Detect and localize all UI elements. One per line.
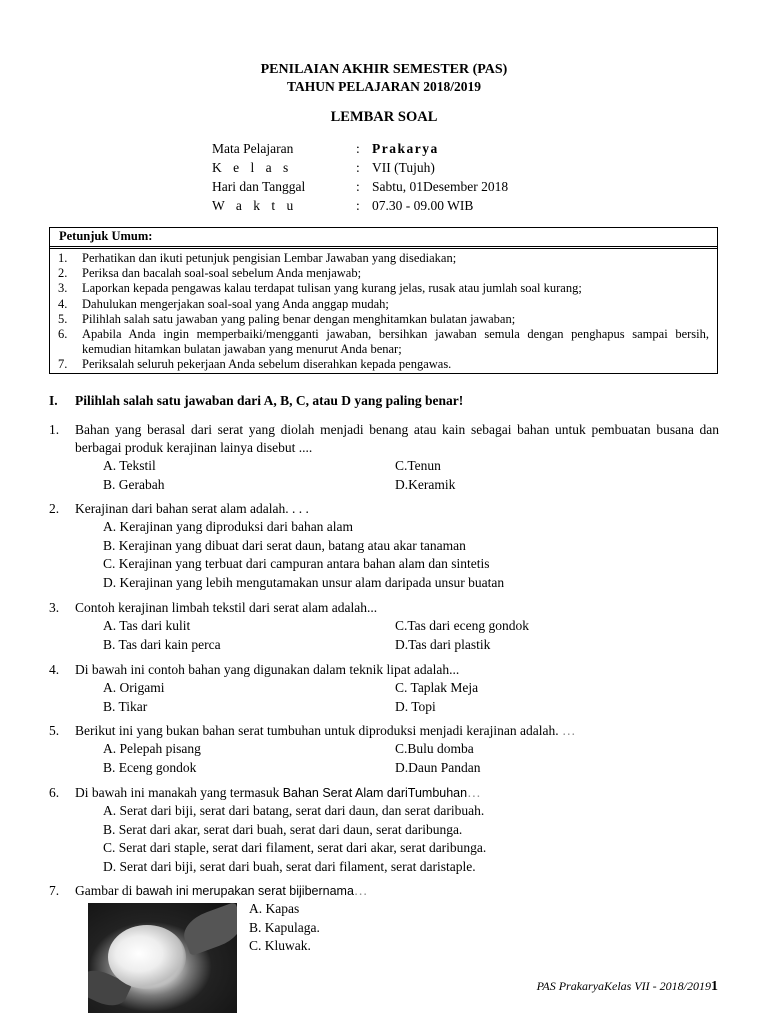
answer-option: C. Kluwak.	[249, 938, 311, 953]
question-number: 7.	[49, 883, 60, 898]
answer-option: D. Serat dari biji, serat dari buah, serat dari filament, serat daristaple.	[103, 858, 476, 874]
instructions-title: Petunjuk Umum:	[50, 228, 717, 249]
answer-options	[103, 740, 719, 777]
answer-option: A. Serat dari biji, serat dari batang, serat dari daun, dan serat daribuah.	[103, 803, 485, 818]
question-text-main: Berikut ini yang bukan bahan serat tumbuhan untuk diproduksi menjadi kerajinan adalah.	[75, 723, 559, 738]
answer-options	[103, 802, 719, 876]
question-text-main: Gambar di	[75, 883, 133, 898]
answer-options	[249, 900, 320, 956]
question-3	[49, 599, 719, 654]
photo-cotton-boll	[108, 925, 186, 989]
meta-value: 07.30 - 09.00 WIB	[372, 198, 474, 213]
meta-value: Prakarya	[372, 141, 439, 156]
answer-options	[103, 679, 719, 716]
question-text-sans: Bahan Serat Alam dariTumbuhan	[282, 786, 468, 800]
meta-key: Hari dan Tanggal	[212, 179, 306, 194]
meta-row-class	[212, 159, 508, 178]
answer-option: C. Kerajinan yang terbuat dari campuran antara bahan alam dan sintetis	[103, 556, 490, 571]
instruction-text: Apabila Anda ingin memperbaiki/mengganti jawaban, bersihkan jawaban semula dengan penghapus sampai bersih, kemudian hitamkan bulatan jawaban yang menurut Anda benar;	[82, 327, 709, 357]
instruction-item	[58, 312, 709, 327]
question-text	[75, 882, 719, 900]
answer-option: D.Keramik	[395, 476, 456, 492]
meta-key: K e l a s	[212, 160, 293, 175]
question-number: 2.	[49, 501, 60, 516]
instruction-item	[58, 297, 709, 312]
meta-colon: :	[356, 198, 360, 213]
question-number: 1.	[49, 422, 60, 437]
meta-row-subject	[212, 140, 508, 159]
footer-text: PAS PrakaryaKelas VII - 2018/2019	[536, 979, 711, 993]
answer-option: D. Kerajinan yang lebih mengutamakan unsur alam daripada unsur buatan	[103, 574, 505, 590]
instruction-text: Perhatikan dan ikuti petunjuk pengisian Lembar Jawaban yang disediakan;	[82, 251, 457, 265]
answer-option: B. Tikar	[103, 698, 148, 714]
answer-option: C.Tas dari eceng gondok	[395, 618, 530, 633]
exam-year: TAHUN PELAJARAN 2018/2019	[286, 79, 481, 94]
answer-option: A. Kapas	[249, 901, 300, 916]
answer-option: B. Kerajinan yang dibuat dari serat daun, batang atau akar tanaman	[103, 537, 466, 553]
instruction-item	[58, 266, 709, 281]
instruction-item	[58, 251, 709, 266]
exam-title: PENILAIAN AKHIR SEMESTER (PAS)	[260, 62, 508, 77]
instruction-number: 7.	[58, 357, 68, 372]
meta-row-time	[212, 197, 508, 216]
answer-option: C. Serat dari staple, serat dari filament, serat dari akar, serat daribunga.	[103, 840, 487, 855]
answer-option: A. Pelepah pisang	[103, 741, 201, 756]
answer-option: B. Kapulaga.	[249, 919, 320, 935]
answer-option: D.Daun Pandan	[395, 759, 481, 775]
question-text	[75, 722, 719, 740]
answer-options	[103, 457, 719, 494]
question-dots: …	[562, 723, 576, 738]
question-dots: …	[467, 785, 481, 800]
question-number: 4.	[49, 662, 60, 677]
instruction-number: 1.	[58, 251, 68, 265]
photo-leaf	[179, 903, 237, 956]
page-footer	[537, 977, 718, 996]
section-number: I.	[49, 393, 58, 408]
instruction-text: Laporkan kepada pengawas kalau terdapat tulisan yang kurang jelas, rusak atau jumlah soal kurang;	[82, 281, 582, 296]
answer-option: D.Tas dari plastik	[395, 636, 491, 652]
question-number: 5.	[49, 723, 60, 738]
instruction-item	[58, 281, 709, 296]
answer-option: B. Serat dari akar, serat dari buah, serat dari daun, serat daribunga.	[103, 821, 463, 837]
answer-options	[103, 518, 719, 592]
question-2	[49, 500, 719, 592]
section-heading	[49, 392, 463, 410]
instructions-box	[49, 227, 718, 374]
meta-value: VII (Tujuh)	[372, 160, 435, 175]
question-text: Contoh kerajinan limbah tekstil dari serat alam adalah...	[75, 600, 378, 615]
question-6	[49, 784, 719, 876]
answer-option: D. Topi	[395, 698, 436, 714]
instruction-number: 6.	[58, 327, 68, 342]
answer-option: C.Tenun	[395, 458, 441, 473]
meta-key: Mata Pelajaran	[212, 141, 294, 156]
meta-colon: :	[356, 179, 360, 194]
question-text	[75, 784, 719, 802]
instruction-text: Periksalah seluruh pekerjaan Anda sebelum diserahkan kepada pengawas.	[82, 357, 452, 372]
question-text-main: Di bawah ini manakah yang termasuk	[75, 785, 280, 800]
section-text: Pilihlah salah satu jawaban dari A, B, C, atau D yang paling benar!	[75, 393, 464, 408]
sheet-title: LEMBAR SOAL	[330, 109, 438, 125]
instruction-number: 2.	[58, 266, 68, 281]
instruction-text: Pilihlah salah satu jawaban yang paling benar dengan menghitamkan bulatan jawaban;	[82, 311, 516, 326]
answer-option: C.Bulu domba	[395, 741, 474, 756]
answer-options	[103, 617, 719, 654]
meta-value: Sabtu, 01Desember 2018	[372, 179, 509, 194]
instructions-list	[50, 249, 717, 373]
instruction-text: Periksa dan bacalah soal-soal sebelum Anda menjawab;	[82, 266, 362, 281]
answer-option: A. Tas dari kulit	[103, 618, 191, 633]
answer-option: A. Tekstil	[103, 458, 156, 473]
question-1	[49, 421, 719, 494]
question-7	[49, 882, 719, 900]
question-5	[49, 722, 719, 777]
instruction-number: 4.	[58, 296, 68, 311]
instruction-text: Dahulukan mengerjakan soal-soal yang Anda anggap mudah;	[82, 296, 389, 311]
cotton-photo	[88, 903, 237, 1013]
meta-colon: :	[356, 141, 360, 156]
meta-colon: :	[356, 160, 360, 175]
question-text: Bahan yang berasal dari serat yang diolah menjadi benang atau kain sebagai bahan untuk pembuatan busana dan berbagai produk kerajinan lainya disebut ....	[75, 422, 719, 455]
meta-key: W a k t u	[212, 198, 298, 213]
question-number: 6.	[49, 785, 60, 800]
question-text-sans: bawah ini merupakan serat bijibernama	[135, 884, 354, 898]
answer-option: A. Kerajinan yang diproduksi dari bahan alam	[103, 519, 354, 534]
answer-option: C. Taplak Meja	[395, 680, 479, 695]
instruction-item	[58, 357, 709, 372]
question-4	[49, 661, 719, 716]
question-dots: …	[353, 883, 368, 898]
answer-option: A. Origami	[103, 680, 165, 695]
answer-option: B. Eceng gondok	[103, 759, 197, 775]
meta-row-date	[212, 178, 508, 197]
instruction-item	[58, 327, 709, 357]
question-text: Kerajinan dari bahan serat alam adalah. . . .	[75, 501, 309, 516]
answer-option: B. Gerabah	[103, 476, 165, 492]
exam-meta	[212, 140, 508, 216]
instruction-number: 5.	[58, 311, 68, 326]
answer-option: B. Tas dari kain perca	[103, 636, 221, 652]
instruction-number: 3.	[58, 281, 68, 296]
question-number: 3.	[49, 600, 60, 615]
question-text: Di bawah ini contoh bahan yang digunakan dalam teknik lipat adalah...	[75, 662, 460, 677]
page-number: 1	[711, 979, 718, 994]
